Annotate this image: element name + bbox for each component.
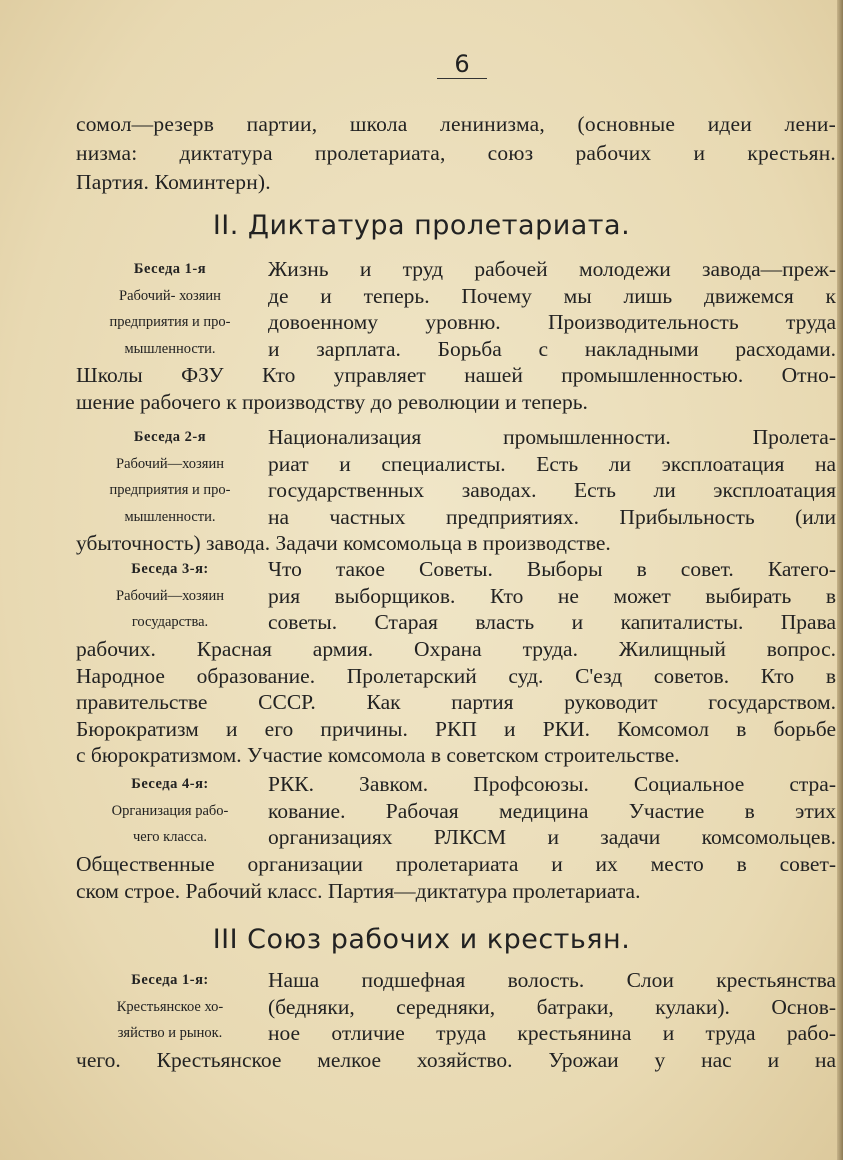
text-line: Национализация промышленности. Пролета- — [268, 425, 836, 449]
talk-body — [268, 424, 836, 530]
text-line: Общественные организации пролетариата и их место в совет- — [76, 852, 836, 876]
text-line: рия выборщиков. Кто не может выбирать в — [268, 583, 836, 608]
talk-title: Беседа 1-я — [133, 261, 207, 277]
text-line: Что такое Советы. Выборы в совет. Катего- — [268, 557, 836, 581]
text-line: Наша подшефная волость. Слои крестьянства — [268, 968, 836, 992]
text-line: ное отличие труда крестьянина и труда рабо- — [268, 1021, 836, 1045]
text-line: Народное образование. Пролетарский суд. С'езд советов. Кто в — [76, 663, 836, 688]
talk-subtitle: Рабочий- хозяин — [119, 287, 221, 304]
talk-sidenote — [76, 556, 264, 636]
text-line: риат и специалисты. Есть ли эксплоатация на — [268, 451, 836, 476]
text-line: шение рабочего к производству до революции и теперь. — [76, 389, 588, 414]
talk-title: Беседа 3-я: — [131, 561, 209, 577]
talk-subtitle: Рабочий—хозяин — [116, 455, 224, 472]
text-line: на частных предприятиях. Прибыльность (или — [268, 504, 836, 529]
text-line: Бюрократизм и его причины. РКП и РКИ. Комсомол в борьбе — [76, 716, 836, 741]
talk-continuation — [76, 362, 836, 415]
text-line: довоенному уровню. Производительность труда — [268, 310, 836, 334]
talk-sidenote — [76, 967, 264, 1047]
text-line: де и теперь. Почему мы лишь движемся к — [268, 283, 836, 308]
text-line: низма: диктатура пролетариата, союз рабочих и крестьян. — [76, 141, 836, 165]
talk-title: Беседа 1-я: — [131, 972, 209, 988]
section-heading: II. Диктатура пролетариата. — [212, 210, 631, 241]
text-line: чего. Крестьянское мелкое хозяйство. Урожаи у нас и на — [76, 1048, 836, 1072]
text-line: организациях РЛКСМ и задачи комсомольцев. — [268, 825, 836, 849]
talk-subtitle: зяйство и рынок. — [117, 1025, 223, 1041]
intro-paragraph — [76, 110, 836, 197]
talk-continuation — [76, 851, 836, 904]
text-line: (бедняки, середняки, батраки, кулаки). Основ- — [268, 994, 836, 1019]
talk-continuation — [76, 1047, 836, 1074]
talk-subtitle: чего класса. — [132, 829, 207, 845]
section-heading: III Союз рабочих и крестьян. — [212, 924, 631, 955]
talk-title: Беседа 2-я — [133, 429, 207, 445]
text-line: правительстве СССР. Как партия руководит государством. — [76, 690, 836, 714]
text-line: сомол—резерв партии, школа ленинизма, (основные идеи лени- — [76, 112, 836, 136]
talk-sidenote — [76, 424, 264, 530]
talk-subtitle: Организация рабо- — [111, 802, 229, 819]
talk-subtitle: предприятия и про- — [109, 314, 231, 330]
text-line: и зарплата. Борьба с накладными расходами. — [268, 336, 836, 361]
talk-subtitle: Крестьянское хо- — [116, 998, 224, 1015]
talk-subtitle: предприятия и про- — [109, 482, 231, 498]
text-line: Жизнь и труд рабочей молодежи завода—преж- — [268, 257, 836, 281]
talk-sidenote — [76, 256, 264, 362]
talk-body — [268, 256, 836, 362]
talk-subtitle: государства. — [131, 614, 209, 630]
text-line: Партия. Коминтерн). — [76, 170, 271, 194]
page-edge — [837, 0, 843, 1160]
talk-continuation — [76, 636, 836, 769]
talk-body — [268, 967, 836, 1047]
talk-sidenote — [76, 771, 264, 851]
text-line: кование. Рабочая медицина Участие в этих — [268, 798, 836, 823]
text-line: государственных заводах. Есть ли эксплоатация — [268, 478, 836, 502]
text-line: рабочих. Красная армия. Охрана труда. Жилищный вопрос. — [76, 637, 836, 661]
text-line: Школы ФЗУ Кто управляет нашей промышленностью. Отно- — [76, 363, 836, 387]
page-number: 6 — [437, 50, 487, 79]
text-line: с бюрократизмом. Участие комсомола в советском строительстве. — [76, 743, 680, 767]
talk-subtitle: мышленности. — [124, 508, 216, 525]
talk-title: Беседа 4-я: — [131, 776, 209, 792]
text-line: убыточность) завода. Задачи комсомольца в производстве. — [76, 531, 611, 555]
talk-subtitle: Рабочий—хозяин — [116, 587, 224, 604]
talk-body — [268, 556, 836, 636]
text-line: ском строе. Рабочий класс. Партия—диктатура пролетариата. — [76, 878, 641, 903]
talk-subtitle: мышленности. — [124, 340, 216, 357]
talk-body — [268, 771, 836, 851]
text-line: РКК. Завком. Профсоюзы. Социальное стра- — [268, 772, 836, 796]
text-line: советы. Старая власть и капиталисты. Права — [268, 610, 836, 634]
talk-continuation — [76, 530, 836, 557]
